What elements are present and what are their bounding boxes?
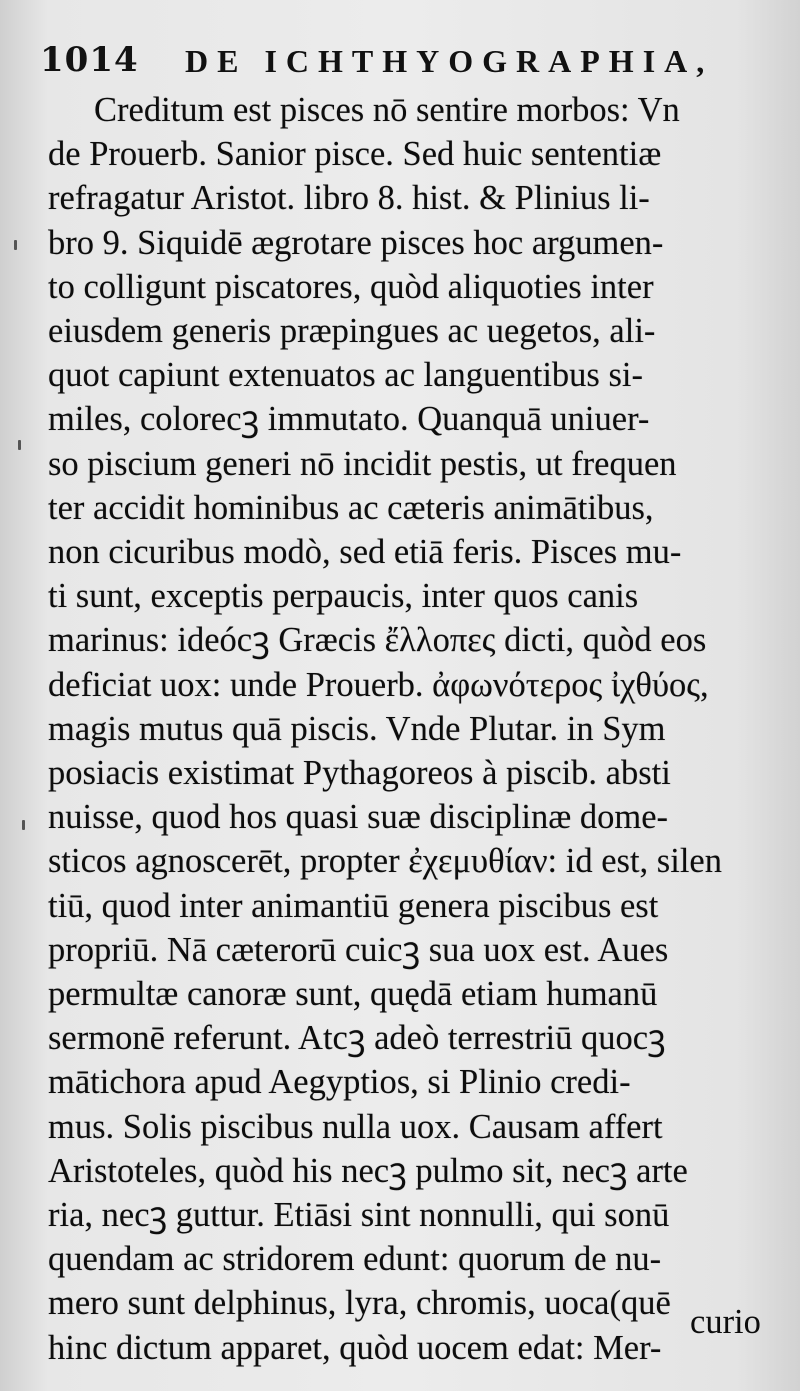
text-line: eiusdem generis præpingues ac uegetos, ali- — [48, 312, 656, 351]
text-line: mātichora apud Aegyptios, si Plinio credi- — [48, 1063, 631, 1102]
text-line: propriū. Nā cæterorū cuicꝫ sua uox est. Aues — [48, 930, 669, 969]
text-line: ria, necꝫ guttur. Etiāsi sint nonnulli, qui sonū — [48, 1196, 670, 1235]
text-line: marinus: ideócꝫ Græcis ἔλλοπες dicti, quòd eos — [48, 621, 707, 660]
page-number: 1014 — [40, 40, 139, 80]
text-line: de Prouerb. Sanior pisce. Sed huic sententiæ — [48, 135, 662, 174]
text-line: to colligunt piscatores, quòd aliquoties inter — [48, 267, 654, 306]
margin-speck — [14, 240, 17, 250]
text-line: permultæ canoræ sunt, quędā etiam humanū — [48, 975, 658, 1014]
text-line: Creditum est pisces nō sentire morbos: Vn — [94, 91, 680, 129]
text-line: quot capiunt extenuatos ac languentibus si- — [48, 356, 643, 395]
text-line: bro 9. Siquidē ægrotare pisces hoc argumen- — [48, 223, 664, 262]
text-line: mero sunt delphinus, lyra, chromis, uoca(quē — [48, 1284, 671, 1323]
text-line: magis mutus quā piscis. Vnde Plutar. in Sym — [48, 709, 666, 748]
text-line: refragatur Aristot. libro 8. hist. & Plinius li- — [48, 179, 650, 218]
text-line: hinc dictum apparet, quòd uocem edat: Mer- — [48, 1328, 662, 1367]
text-line: tiū, quod inter animantiū genera piscibus est — [48, 886, 659, 925]
text-line: mus. Solis piscibus nulla uox. Causam affert — [48, 1107, 663, 1146]
text-line: sermonē referunt. Atcꝫ adeò terrestriū quocꝫ — [48, 1019, 666, 1058]
text-line: sticos agnoscerēt, propter ἐχεμυθίαν: id est, silen — [48, 842, 722, 881]
body-text — [48, 88, 768, 1370]
running-head: DE ICHTHYOGRAPHIA, — [185, 43, 714, 79]
text-line: ter accidit hominibus ac cæteris animātibus, — [48, 488, 654, 527]
text-line: Aristoteles, quòd his necꝫ pulmo sit, necꝫ arte — [48, 1151, 688, 1190]
text-line: posiacis existimat Pythagoreos à piscib. absti — [48, 754, 671, 793]
text-line: deficiat uox: unde Prouerb. ἀφωνότερος ἰχθύος, — [48, 665, 709, 704]
text-line: ti sunt, exceptis perpaucis, inter quos canis — [48, 577, 639, 616]
catchword: curio — [690, 1303, 761, 1341]
margin-speck — [22, 820, 25, 830]
margin-speck — [18, 440, 21, 450]
text-line: quendam ac stridorem edunt: quorum de nu- — [48, 1240, 662, 1279]
text-line: miles, colorecꝫ immutato. Quanquā uniuer- — [48, 400, 650, 439]
text-line: non cicuribus modò, sed etiā feris. Pisces mu- — [48, 533, 682, 572]
text-line: nuisse, quod hos quasi suæ disciplinæ dome- — [48, 798, 669, 837]
page-header — [40, 40, 760, 88]
text-line: so piscium generi nō incidit pestis, ut frequen — [48, 444, 677, 483]
